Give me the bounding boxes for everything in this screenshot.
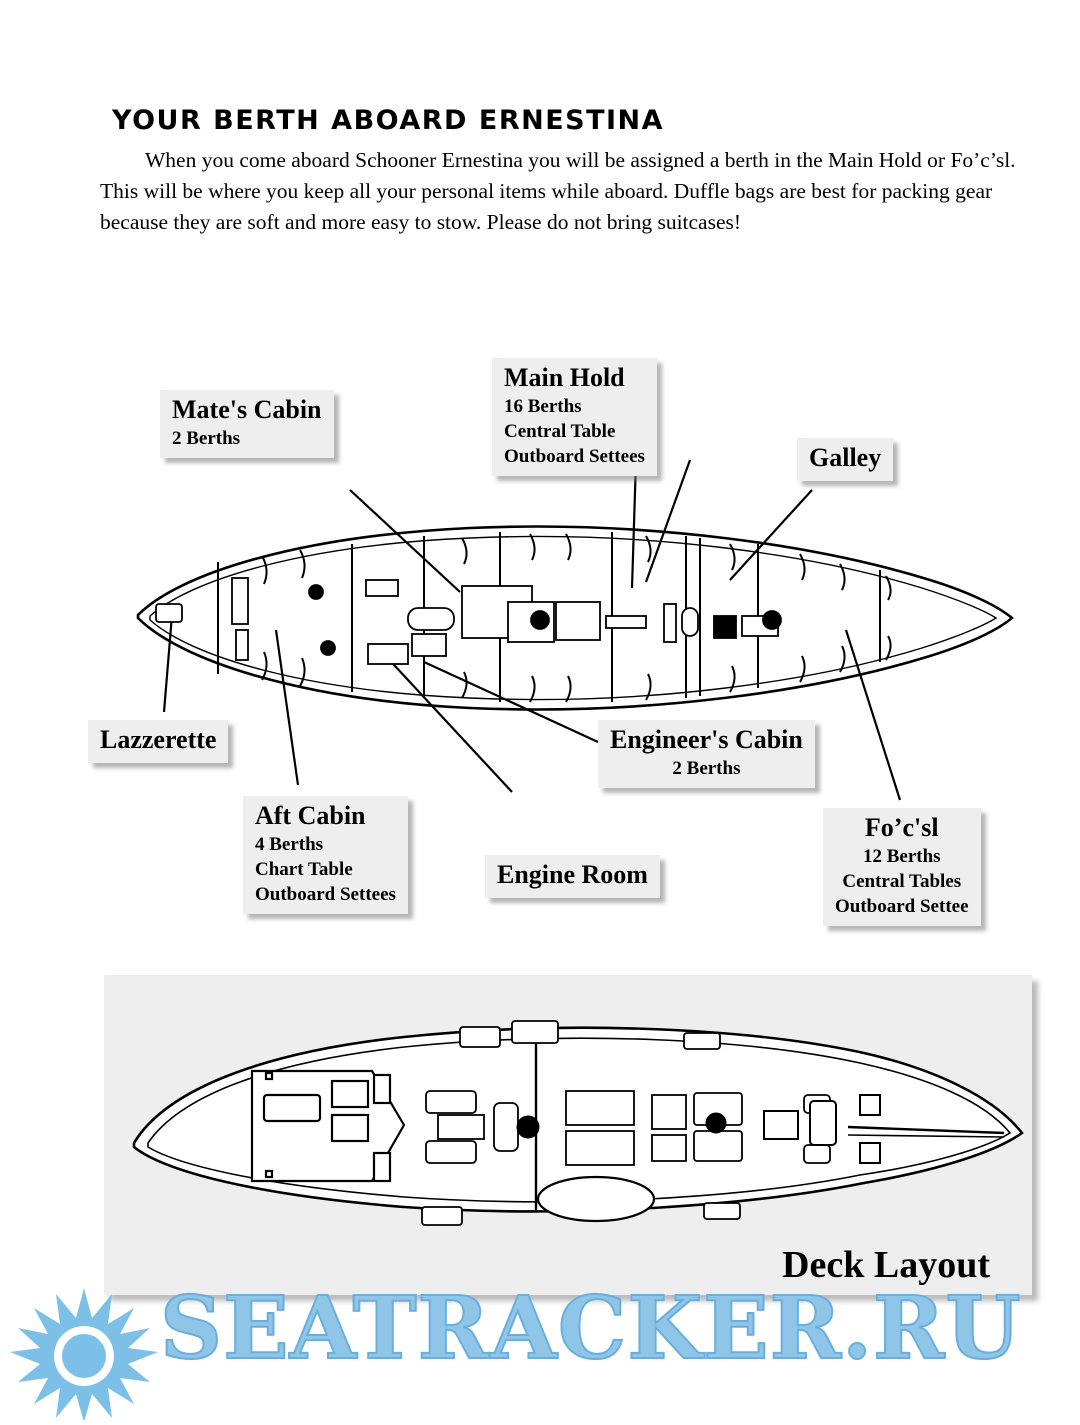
callout-line: 16 Berths bbox=[504, 396, 582, 417]
callout-line: 2 Berths bbox=[172, 428, 241, 449]
callout-engine-room bbox=[485, 855, 660, 898]
callout-title: Main Hold bbox=[504, 363, 625, 392]
callout-title: Galley bbox=[809, 443, 882, 472]
callout-engineers-cabin bbox=[598, 720, 815, 788]
callout-title: Aft Cabin bbox=[255, 801, 366, 830]
callout-main-hold bbox=[492, 358, 657, 476]
callout-aft-cabin bbox=[243, 796, 408, 914]
deck-layout-label: Deck Layout bbox=[782, 1244, 990, 1286]
callout-lazzerette bbox=[88, 720, 228, 763]
callout-title: Lazzerette bbox=[100, 725, 217, 754]
callout-line: 12 Berths bbox=[862, 846, 941, 867]
callout-title: Engineer's Cabin bbox=[610, 725, 803, 754]
deck-layout-panel bbox=[104, 975, 1032, 1295]
callout-galley bbox=[797, 438, 893, 481]
callout-line: Outboard Settee bbox=[835, 896, 969, 917]
callout-mates-cabin bbox=[160, 390, 334, 458]
callout-line: 2 Berths bbox=[672, 758, 741, 779]
intro-paragraph: When you come aboard Schooner Ernestina you will be assigned a berth in the Main Hold or Fo’c’sl. This will be where you keep all your personal items while aboard. Duffle bags are best for packing gear because they are soft and more easy to stow. Please do not bring suitcases! bbox=[100, 148, 1016, 234]
callout-title: Engine Room bbox=[497, 860, 648, 889]
page-title: YOUR BERTH ABOARD ERNESTINA bbox=[112, 105, 665, 136]
watermark-text: SEATRACKER.RU bbox=[160, 1278, 1022, 1379]
callout-line: Outboard Settees bbox=[255, 884, 396, 905]
callout-line: Outboard Settees bbox=[504, 446, 645, 467]
callout-line: Central Table bbox=[504, 421, 616, 442]
callout-line: Chart Table bbox=[255, 859, 353, 880]
callout-line: 4 Berths bbox=[255, 834, 324, 855]
callout-line: Central Tables bbox=[842, 871, 962, 892]
callout-title: Mate's Cabin bbox=[172, 395, 322, 424]
callout-title: Fo’c'sl bbox=[864, 813, 939, 842]
callout-focsl bbox=[823, 808, 981, 926]
